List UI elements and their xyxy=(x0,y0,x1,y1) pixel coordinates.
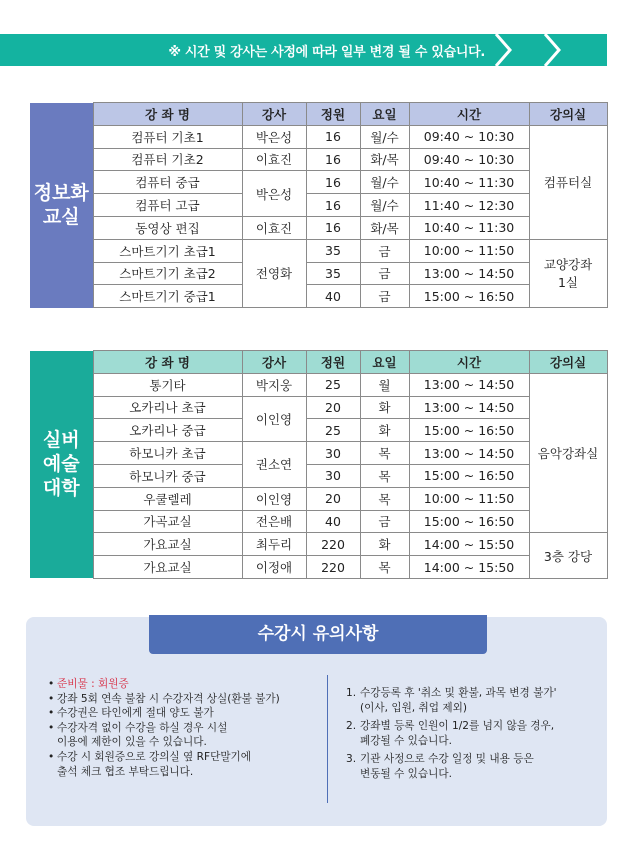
time: 15:00 ~ 16:50 xyxy=(409,510,529,533)
course-name: 스마트기기 초급2 xyxy=(93,262,242,285)
header-capacity: 정원 xyxy=(306,103,360,126)
time: 13:00 ~ 14:50 xyxy=(409,442,529,465)
header-instructor: 강사 xyxy=(242,103,306,126)
time: 09:40 ~ 10:30 xyxy=(409,125,529,148)
notice-right-list xyxy=(346,686,596,786)
capacity: 16 xyxy=(306,171,360,194)
capacity: 220 xyxy=(306,556,360,579)
day: 화/목 xyxy=(360,148,409,171)
table-row xyxy=(30,396,607,419)
course-name: 가요교실 xyxy=(93,556,242,579)
instructor: 전영화 xyxy=(242,239,306,307)
day: 금 xyxy=(360,510,409,533)
room: 음악강좌실 xyxy=(529,373,607,533)
notice-left-list xyxy=(48,677,328,779)
course-name: 하모니카 초급 xyxy=(93,442,242,465)
category-label: 정보화 교실 xyxy=(30,103,93,308)
day: 금 xyxy=(360,285,409,308)
list-item: • 수강권은 타인에게 절대 양도 불가 xyxy=(48,706,328,721)
list-item: • 수강 시 회원증으로 강의실 옆 RF단말기에 출석 체크 협조 부탁드립니다. xyxy=(48,750,328,779)
table-row xyxy=(30,171,607,194)
course-name: 오카리나 초급 xyxy=(93,396,242,419)
instructor: 권소연 xyxy=(242,442,306,488)
instructor: 박지웅 xyxy=(242,373,306,396)
time: 14:00 ~ 15:50 xyxy=(409,556,529,579)
chevron-right-icon xyxy=(492,34,514,66)
time: 10:40 ~ 11:30 xyxy=(409,171,529,194)
day: 목 xyxy=(360,442,409,465)
notice-panel xyxy=(26,617,607,826)
table-row xyxy=(30,464,607,487)
time: 10:00 ~ 11:50 xyxy=(409,239,529,262)
capacity: 220 xyxy=(306,533,360,556)
category-label: 실버 예술 대학 xyxy=(30,351,93,579)
instructor: 전은배 xyxy=(242,510,306,533)
capacity: 25 xyxy=(306,419,360,442)
list-item: 3. 기관 사정으로 수강 일정 및 내용 등은 변동될 수 있습니다. xyxy=(346,753,534,780)
header-room: 강의실 xyxy=(529,351,607,374)
day: 금 xyxy=(360,262,409,285)
capacity: 16 xyxy=(306,125,360,148)
day: 화/목 xyxy=(360,216,409,239)
header-capacity: 정원 xyxy=(306,351,360,374)
instructor: 이효진 xyxy=(242,216,306,239)
room: 컴퓨터실 xyxy=(529,125,607,239)
day: 월/수 xyxy=(360,171,409,194)
course-name: 스마트기기 중급1 xyxy=(93,285,242,308)
table-row xyxy=(30,419,607,442)
instructor: 최두리 xyxy=(242,533,306,556)
time: 15:00 ~ 16:50 xyxy=(409,419,529,442)
table-row xyxy=(30,262,607,285)
capacity: 16 xyxy=(306,194,360,217)
course-name: 컴퓨터 기초2 xyxy=(93,148,242,171)
time: 13:00 ~ 14:50 xyxy=(409,396,529,419)
header-time: 시간 xyxy=(409,103,529,126)
time: 14:00 ~ 15:50 xyxy=(409,533,529,556)
capacity: 25 xyxy=(306,373,360,396)
list-item: 1. 수강등록 후 '취소 및 환불, 과목 변경 불가' (이사, 입원, 취업 제외) xyxy=(346,687,557,714)
capacity: 35 xyxy=(306,262,360,285)
notice-banner xyxy=(0,34,607,66)
notice-title: 수강시 유의사항 xyxy=(149,615,487,654)
header-room: 강의실 xyxy=(529,103,607,126)
capacity: 35 xyxy=(306,239,360,262)
course-name: 가요교실 xyxy=(93,533,242,556)
day: 화 xyxy=(360,419,409,442)
capacity: 16 xyxy=(306,148,360,171)
header-course: 강 좌 명 xyxy=(93,351,242,374)
list-item: • 강좌 5회 연속 불참 시 수강자격 상실(환불 불가) xyxy=(48,692,328,707)
instructor: 이정애 xyxy=(242,556,306,579)
capacity: 20 xyxy=(306,396,360,419)
room: 3층 강당 xyxy=(529,533,607,579)
table-row xyxy=(30,487,607,510)
course-name: 하모니카 중급 xyxy=(93,464,242,487)
silver-arts-schedule-table xyxy=(30,350,608,579)
table-header-row xyxy=(30,103,607,126)
table-row xyxy=(30,216,607,239)
course-name: 컴퓨터 고급 xyxy=(93,194,242,217)
table-row xyxy=(30,442,607,465)
info-class-schedule-table xyxy=(30,102,608,308)
day: 목 xyxy=(360,487,409,510)
instructor: 박은성 xyxy=(242,125,306,148)
time: 10:00 ~ 11:50 xyxy=(409,487,529,510)
course-name: 오카리나 중급 xyxy=(93,419,242,442)
capacity: 40 xyxy=(306,285,360,308)
capacity: 20 xyxy=(306,487,360,510)
table-row xyxy=(30,285,607,308)
instructor: 이인영 xyxy=(242,396,306,442)
header-day: 요일 xyxy=(360,351,409,374)
list-item: • 수강자격 없이 수강을 하실 경우 시설 이용에 제한이 있을 수 있습니다. xyxy=(48,721,328,750)
table-row xyxy=(30,125,607,148)
table-row xyxy=(30,373,607,396)
header-day: 요일 xyxy=(360,103,409,126)
time: 09:40 ~ 10:30 xyxy=(409,148,529,171)
chevron-right-icon xyxy=(541,34,563,66)
course-name: 스마트기기 초급1 xyxy=(93,239,242,262)
divider xyxy=(327,675,328,803)
time: 15:00 ~ 16:50 xyxy=(409,285,529,308)
day: 금 xyxy=(360,239,409,262)
course-name: 우쿨렐레 xyxy=(93,487,242,510)
day: 화 xyxy=(360,396,409,419)
day: 화 xyxy=(360,533,409,556)
table-row xyxy=(30,556,607,579)
time: 11:40 ~ 12:30 xyxy=(409,194,529,217)
table-row xyxy=(30,148,607,171)
capacity: 30 xyxy=(306,464,360,487)
table-row xyxy=(30,239,607,262)
header-time: 시간 xyxy=(409,351,529,374)
table-row xyxy=(30,510,607,533)
course-name: 컴퓨터 중급 xyxy=(93,171,242,194)
day: 월/수 xyxy=(360,194,409,217)
day: 월/수 xyxy=(360,125,409,148)
instructor: 이인영 xyxy=(242,487,306,510)
day: 목 xyxy=(360,556,409,579)
table-row xyxy=(30,533,607,556)
list-item: • 준비물 : 회원증 xyxy=(48,677,328,692)
room: 교양강좌 1실 xyxy=(529,239,607,307)
course-name: 통기타 xyxy=(93,373,242,396)
instructor: 박은성 xyxy=(242,171,306,217)
banner-text: ※ 시간 및 강사는 사정에 따라 일부 변경 될 수 있습니다. xyxy=(168,45,485,60)
header-course: 강 좌 명 xyxy=(93,103,242,126)
header-instructor: 강사 xyxy=(242,351,306,374)
capacity: 40 xyxy=(306,510,360,533)
time: 13:00 ~ 14:50 xyxy=(409,262,529,285)
capacity: 16 xyxy=(306,216,360,239)
instructor: 이효진 xyxy=(242,148,306,171)
table-row xyxy=(30,194,607,217)
time: 10:40 ~ 11:30 xyxy=(409,216,529,239)
list-item: 2. 강좌별 등록 인원이 1/2를 넘지 않을 경우, 폐강될 수 있습니다. xyxy=(346,720,555,747)
time: 13:00 ~ 14:50 xyxy=(409,373,529,396)
day: 월 xyxy=(360,373,409,396)
course-name: 컴퓨터 기초1 xyxy=(93,125,242,148)
table-header-row xyxy=(30,351,607,374)
time: 15:00 ~ 16:50 xyxy=(409,464,529,487)
capacity: 30 xyxy=(306,442,360,465)
course-name: 가곡교실 xyxy=(93,510,242,533)
course-name: 동영상 편집 xyxy=(93,216,242,239)
day: 목 xyxy=(360,464,409,487)
